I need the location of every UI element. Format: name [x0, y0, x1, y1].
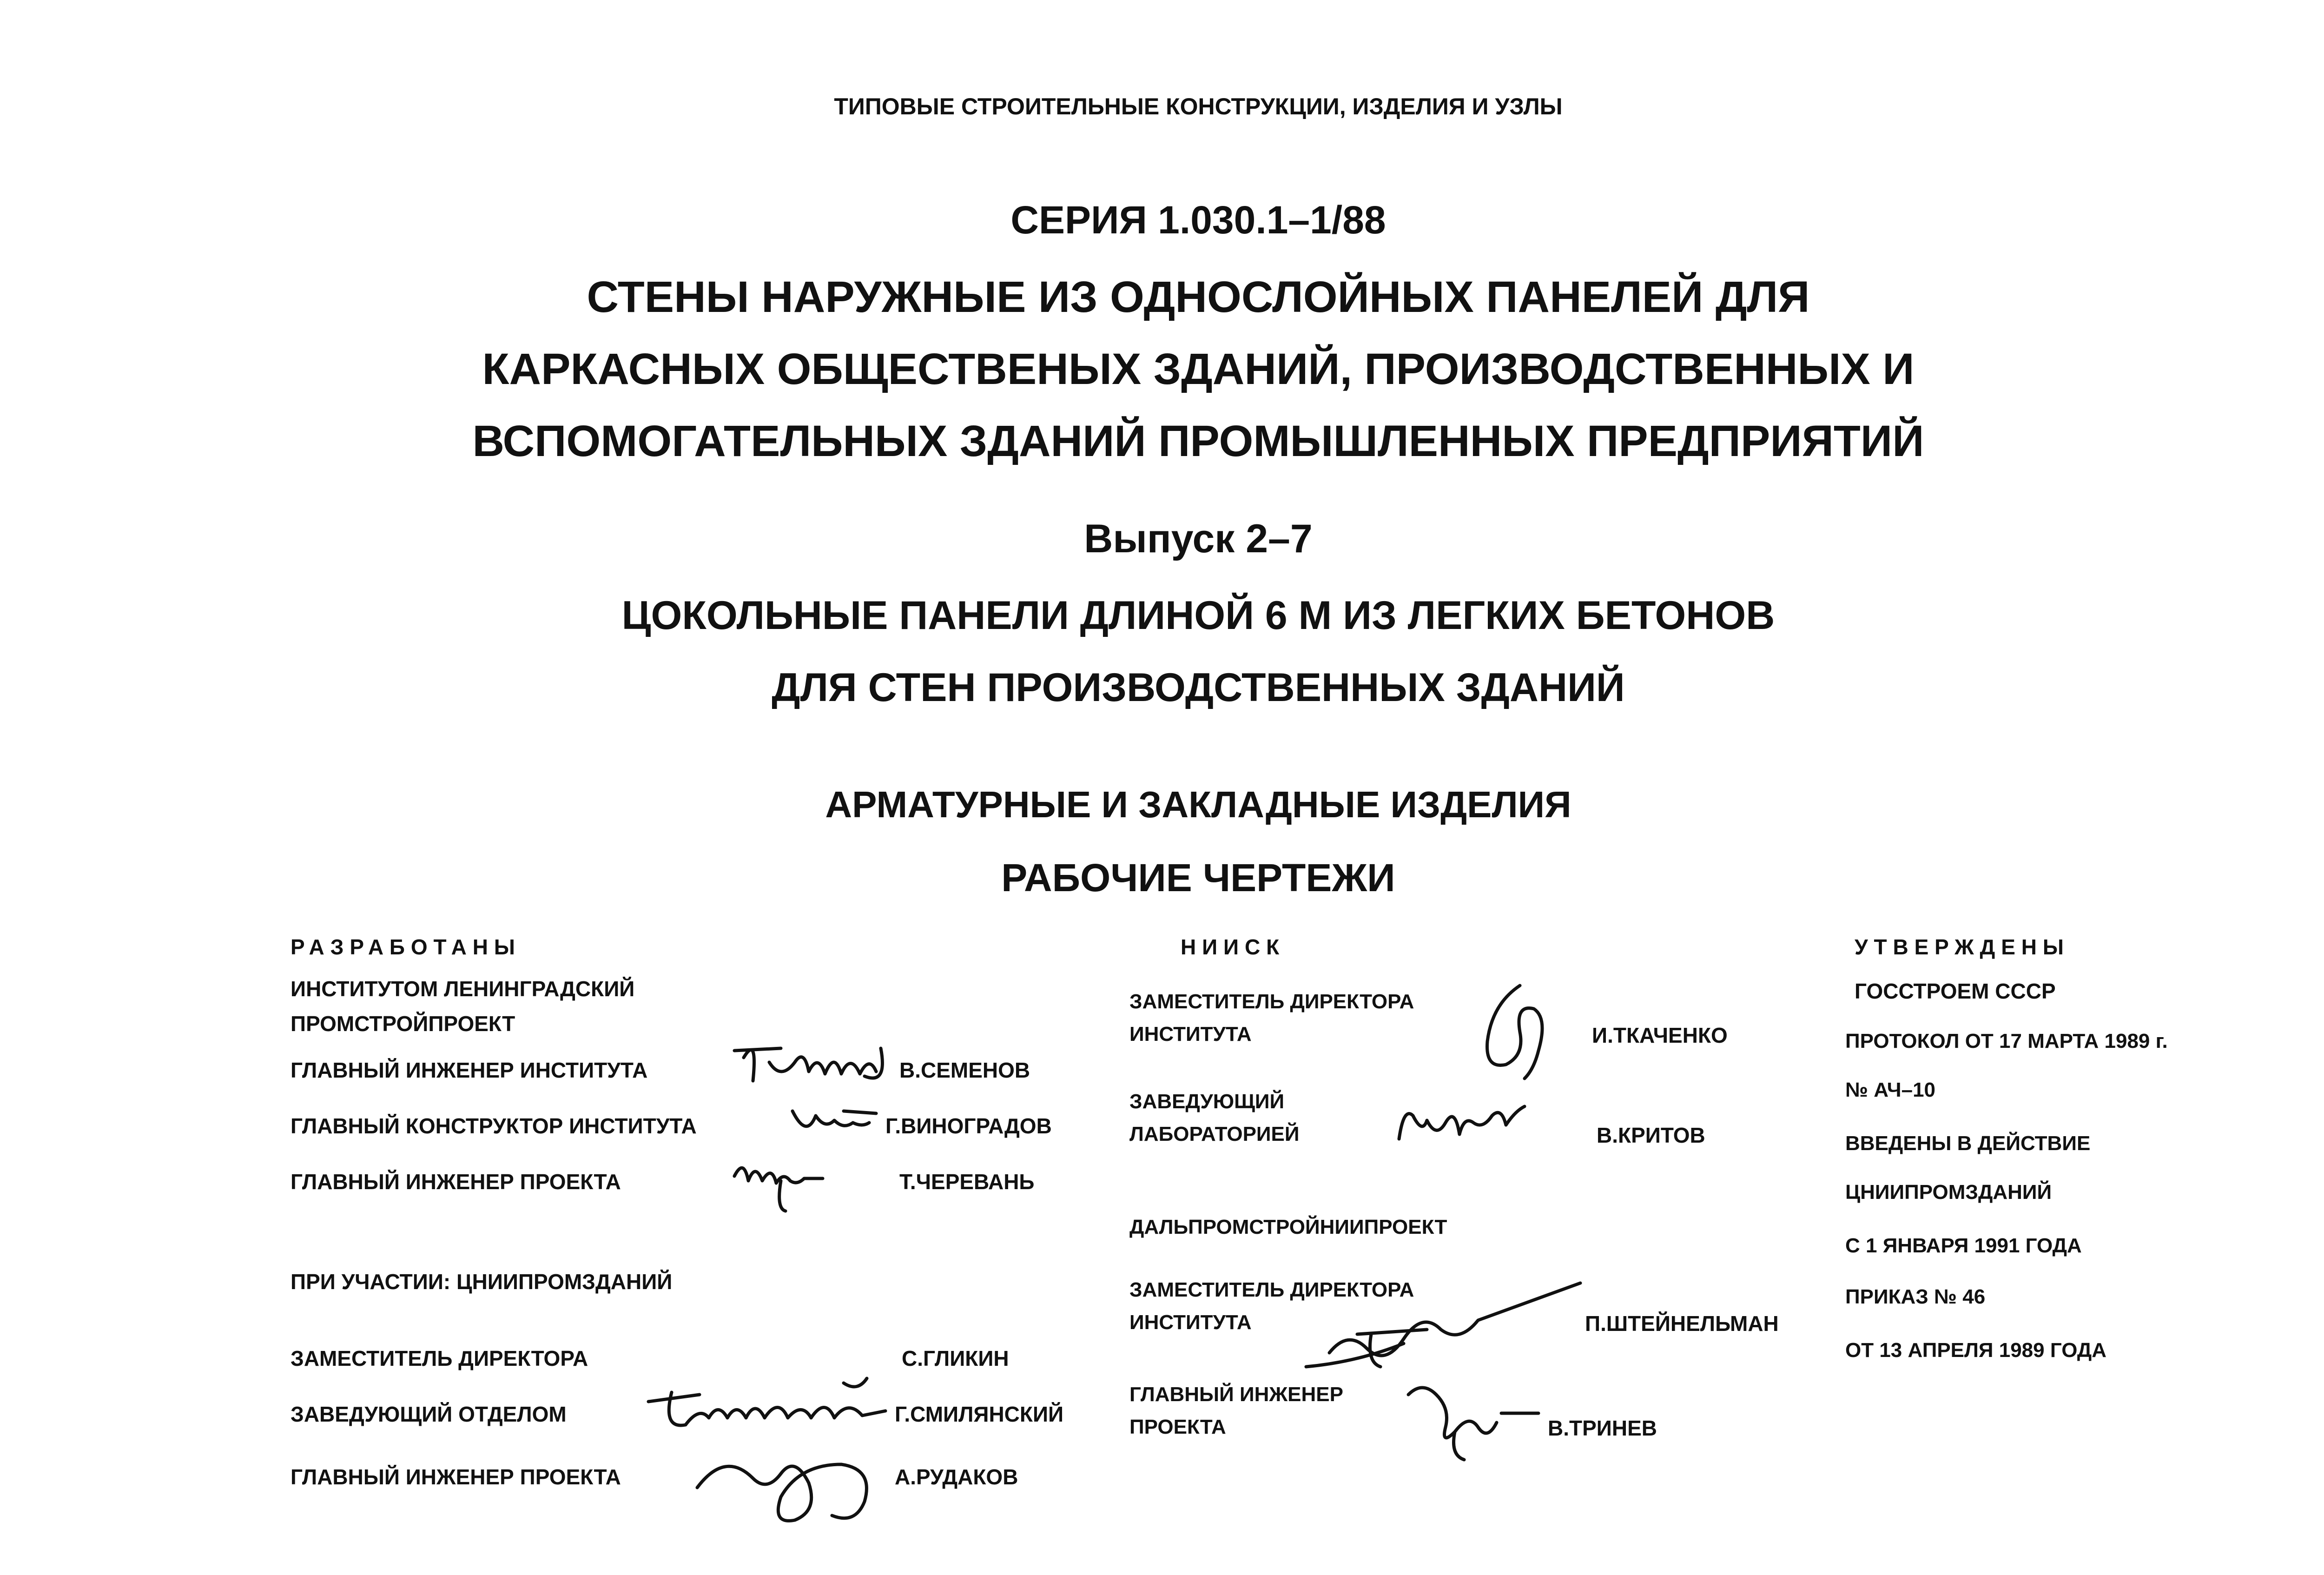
issue-title-line-2: ДЛЯ СТЕН ПРОИЗВОДСТВЕННЫХ ЗДАНИЙ: [772, 665, 1625, 710]
signature-kritov: [1394, 1097, 1534, 1153]
approved-line-org: ЦНИИПРОМЗДАНИЙ: [1845, 1181, 2052, 1204]
signature-semenov: [725, 1030, 902, 1090]
participant-role-deputy-director: ЗАМЕСТИТЕЛЬ ДИРЕКТОРА: [290, 1346, 588, 1370]
signature-tkachenko: [1464, 976, 1557, 1083]
org2-engineer-name: В.ТРИНЕВ: [1548, 1416, 1657, 1440]
developed-heading: РАЗРАБОТАНЫ: [290, 935, 521, 959]
supertitle: ТИПОВЫЕ СТРОИТЕЛЬНЫЕ КОНСТРУКЦИИ, ИЗДЕЛИЯ И УЗЛЫ: [834, 93, 1563, 119]
developed-org-line-1: ИНСТИТУТОМ ЛЕНИНГРАДСКИЙ: [290, 977, 635, 1001]
org2-deputy-role-line-2: ИНСТИТУТА: [1129, 1311, 1252, 1334]
approved-line-gosstroy: ГОССТРОЕМ СССР: [1855, 979, 2056, 1003]
signer-role-chief-engineer: ГЛАВНЫЙ ИНЖЕНЕР ИНСТИТУТА: [290, 1058, 648, 1082]
document-type: РАБОЧИЕ ЧЕРТЕЖИ: [1001, 856, 1395, 900]
signature-cherevan: [730, 1153, 832, 1213]
signature-vinogradov: [788, 1102, 881, 1139]
approved-line-order-date: ОТ 13 АПРЕЛЯ 1989 ГОДА: [1845, 1339, 2106, 1362]
participant-name-smilyansky: Г.СМИЛЯНСКИЙ: [895, 1402, 1064, 1426]
org2-name: ДАЛЬПРОМСТРОЙНИИПРОЕКТ: [1129, 1216, 1447, 1238]
approved-line-effective: ВВЕДЕНЫ В ДЕЙСТВИЕ: [1845, 1132, 2091, 1155]
niisk-lab-role-line-1: ЗАВЕДУЮЩИЙ: [1129, 1090, 1285, 1113]
signature-rudakov: [688, 1436, 883, 1529]
approved-line-order: ПРИКАЗ № 46: [1845, 1285, 1986, 1308]
niisk-lab-role-line-2: ЛАБОРАТОРИЕЙ: [1129, 1123, 1300, 1145]
title-line-2: КАРКАСНЫХ ОБЩЕСТВЕНЫХ ЗДАНИЙ, ПРОИЗВОДСТВЕННЫХ И: [482, 344, 1915, 394]
org2-deputy-name: П.ШТЕЙНЕЛЬМАН: [1585, 1311, 1779, 1336]
niisk-deputy-role-line-2: ИНСТИТУТА: [1129, 1023, 1252, 1046]
approved-line-protocol: ПРОТОКОЛ ОТ 17 МАРТА 1989 г.: [1845, 1030, 2168, 1052]
org2-engineer-role-line-2: ПРОЕКТА: [1129, 1416, 1226, 1438]
signer-name-cherevan: Т.ЧЕРЕВАНЬ: [899, 1170, 1035, 1194]
signer-role-chief-designer: ГЛАВНЫЙ КОНСТРУКТОР ИНСТИТУТА: [290, 1114, 697, 1138]
niisk-lab-name: В.КРИТОВ: [1597, 1123, 1705, 1147]
participant-role-project-engineer: ГЛАВНЫЙ ИНЖЕНЕР ПРОЕКТА: [290, 1465, 621, 1489]
participant-name-rudakov: А.РУДАКОВ: [895, 1465, 1018, 1489]
signer-role-project-engineer: ГЛАВНЫЙ ИНЖЕНЕР ПРОЕКТА: [290, 1170, 621, 1194]
org2-deputy-role-line-1: ЗАМЕСТИТЕЛЬ ДИРЕКТОРА: [1129, 1278, 1414, 1301]
participation-line: ПРИ УЧАСТИИ: ЦНИИПРОМЗДАНИЙ: [290, 1270, 673, 1294]
signature-smilyansky: [644, 1374, 895, 1443]
participant-role-department-head: ЗАВЕДУЮЩИЙ ОТДЕЛОМ: [290, 1402, 567, 1426]
niisk-heading: НИИСК: [1181, 935, 1286, 959]
signer-name-vinogradov: Г.ВИНОГРАДОВ: [885, 1114, 1052, 1138]
niisk-deputy-role-line-1: ЗАМЕСТИТЕЛЬ ДИРЕКТОРА: [1129, 990, 1414, 1013]
signature-trinev: [1404, 1376, 1543, 1464]
approved-line-effective-date: С 1 ЯНВАРЯ 1991 ГОДА: [1845, 1234, 2082, 1257]
developed-org-line-2: ПРОМСТРОЙПРОЕКТ: [290, 1012, 515, 1036]
title-line-3: ВСПОМОГАТЕЛЬНЫХ ЗДАНИЙ ПРОМЫШЛЕННЫХ ПРЕДПРИЯТИЙ: [472, 417, 1924, 466]
participant-name-glikin: С.ГЛИКИН: [902, 1346, 1009, 1370]
signer-name-semenov: В.СЕМЕНОВ: [899, 1058, 1030, 1082]
issue-title-line-1: ЦОКОЛЬНЫЕ ПАНЕЛИ ДЛИНОЙ 6 М ИЗ ЛЕГКИХ БЕТОНОВ: [621, 593, 1775, 638]
niisk-deputy-name: И.ТКАЧЕНКО: [1592, 1023, 1728, 1047]
org2-engineer-role-line-1: ГЛАВНЫЙ ИНЖЕНЕР: [1129, 1383, 1343, 1406]
approved-line-protocol-number: № АЧ–10: [1845, 1079, 1936, 1101]
document-subject: АРМАТУРНЫЕ И ЗАКЛАДНЫЕ ИЗДЕЛИЯ: [825, 784, 1571, 825]
series-number: СЕРИЯ 1.030.1–1/88: [1010, 198, 1386, 242]
approved-heading: УТВЕРЖДЕНЫ: [1855, 935, 2070, 959]
title-line-1: СТЕНЫ НАРУЖНЫЕ ИЗ ОДНОСЛОЙНЫХ ПАНЕЛЕЙ ДЛЯ: [587, 272, 1810, 322]
issue-number: Выпуск 2–7: [1084, 516, 1313, 561]
